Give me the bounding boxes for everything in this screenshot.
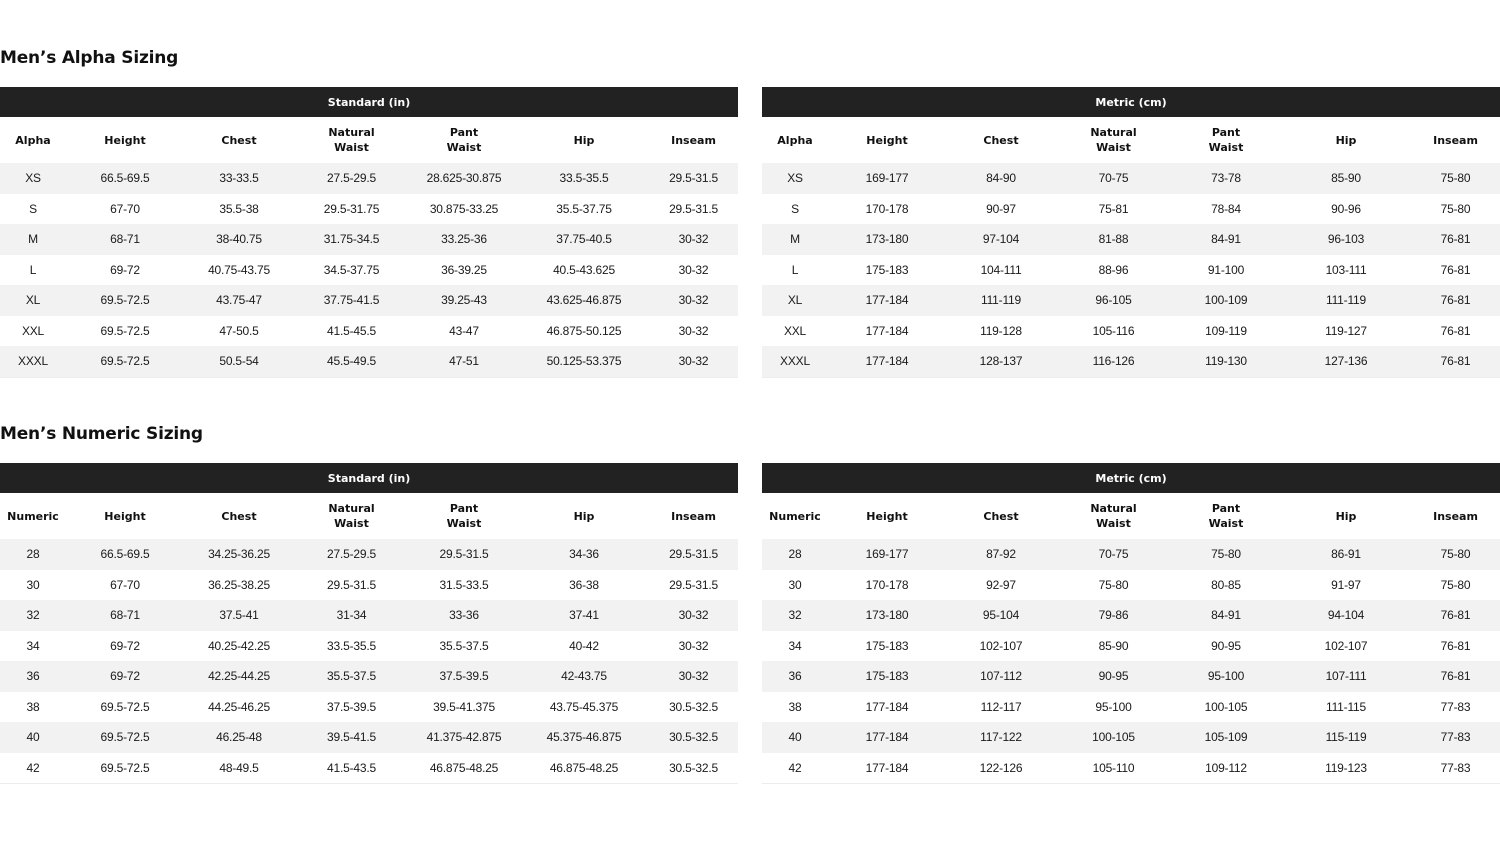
table-row xyxy=(0,539,738,570)
measurement-cell: 48-49.5 xyxy=(184,753,294,784)
measurement-cell: 30.5-32.5 xyxy=(649,692,738,723)
size-label-cell: S xyxy=(762,194,828,225)
measurement-cell: 173-180 xyxy=(828,224,946,255)
measurement-cell: 43.75-47 xyxy=(184,285,294,316)
column-header: Hip xyxy=(519,493,649,539)
measurement-cell: 30-32 xyxy=(649,661,738,692)
measurement-cell: 75-80 xyxy=(1411,570,1500,601)
column-header: Chest xyxy=(946,117,1056,163)
measurement-cell: 69.5-72.5 xyxy=(66,722,184,753)
table-band-header: Standard (in) xyxy=(0,87,738,117)
size-label-cell: XXXL xyxy=(762,346,828,377)
table-row xyxy=(762,692,1500,723)
measurement-cell: 30-32 xyxy=(649,255,738,286)
column-header: Inseam xyxy=(649,493,738,539)
measurement-cell: 175-183 xyxy=(828,631,946,662)
measurement-cell: 85-90 xyxy=(1281,163,1411,194)
measurement-cell: 92-97 xyxy=(946,570,1056,601)
measurement-cell: 102-107 xyxy=(1281,631,1411,662)
measurement-cell: 90-96 xyxy=(1281,194,1411,225)
table-row xyxy=(762,163,1500,194)
measurement-cell: 34-36 xyxy=(519,539,649,570)
alpha-metric-table xyxy=(762,87,1500,378)
column-header: Pant Waist xyxy=(1171,117,1281,163)
measurement-cell: 33.5-35.5 xyxy=(519,163,649,194)
table-row xyxy=(0,570,738,601)
size-label-cell: 32 xyxy=(762,600,828,631)
measurement-cell: 46.875-48.25 xyxy=(519,753,649,784)
column-header: Natural Waist xyxy=(1056,493,1171,539)
column-header: Chest xyxy=(946,493,1056,539)
measurement-cell: 95-100 xyxy=(1056,692,1171,723)
table-row xyxy=(762,539,1500,570)
measurement-cell: 43.75-45.375 xyxy=(519,692,649,723)
measurement-cell: 86-91 xyxy=(1281,539,1411,570)
column-header: Natural Waist xyxy=(294,493,409,539)
size-label-cell: L xyxy=(0,255,66,286)
measurement-cell: 169-177 xyxy=(828,539,946,570)
measurement-cell: 45.375-46.875 xyxy=(519,722,649,753)
size-label-cell: XL xyxy=(762,285,828,316)
column-header: Natural Waist xyxy=(294,117,409,163)
size-label-cell: S xyxy=(0,194,66,225)
measurement-cell: 105-109 xyxy=(1171,722,1281,753)
measurement-cell: 75-80 xyxy=(1171,539,1281,570)
size-label-cell: 30 xyxy=(762,570,828,601)
measurement-cell: 75-80 xyxy=(1411,163,1500,194)
measurement-cell: 95-100 xyxy=(1171,661,1281,692)
table-row xyxy=(762,753,1500,784)
size-label-cell: 40 xyxy=(0,722,66,753)
measurement-cell: 43.625-46.875 xyxy=(519,285,649,316)
measurement-cell: 46.875-48.25 xyxy=(409,753,519,784)
measurement-cell: 175-183 xyxy=(828,255,946,286)
size-label-cell: 34 xyxy=(0,631,66,662)
measurement-cell: 29.5-31.5 xyxy=(409,539,519,570)
measurement-cell: 116-126 xyxy=(1056,346,1171,377)
size-label-cell: 38 xyxy=(762,692,828,723)
table-row xyxy=(762,570,1500,601)
measurement-cell: 111-115 xyxy=(1281,692,1411,723)
size-label-cell: XL xyxy=(0,285,66,316)
measurement-cell: 105-116 xyxy=(1056,316,1171,347)
table-row xyxy=(762,661,1500,692)
measurement-cell: 75-80 xyxy=(1056,570,1171,601)
measurement-cell: 30.5-32.5 xyxy=(649,753,738,784)
measurement-cell: 29.5-31.75 xyxy=(294,194,409,225)
measurement-cell: 76-81 xyxy=(1411,224,1500,255)
size-label-cell: 32 xyxy=(0,600,66,631)
size-label-cell: XXL xyxy=(762,316,828,347)
table-row xyxy=(0,753,738,784)
measurement-cell: 30-32 xyxy=(649,346,738,377)
measurement-cell: 68-71 xyxy=(66,224,184,255)
measurement-cell: 42.25-44.25 xyxy=(184,661,294,692)
table-row xyxy=(0,631,738,662)
column-header: Inseam xyxy=(649,117,738,163)
column-header: Chest xyxy=(184,493,294,539)
measurement-cell: 169-177 xyxy=(828,163,946,194)
measurement-cell: 80-85 xyxy=(1171,570,1281,601)
measurement-cell: 76-81 xyxy=(1411,346,1500,377)
measurement-cell: 107-111 xyxy=(1281,661,1411,692)
measurement-cell: 85-90 xyxy=(1056,631,1171,662)
column-header: Height xyxy=(66,117,184,163)
measurement-cell: 30-32 xyxy=(649,224,738,255)
measurement-cell: 40.75-43.75 xyxy=(184,255,294,286)
measurement-cell: 78-84 xyxy=(1171,194,1281,225)
measurement-cell: 38-40.75 xyxy=(184,224,294,255)
column-header: Height xyxy=(828,117,946,163)
measurement-cell: 50.125-53.375 xyxy=(519,346,649,377)
measurement-cell: 177-184 xyxy=(828,285,946,316)
size-label-cell: XXL xyxy=(0,316,66,347)
size-label-cell: M xyxy=(762,224,828,255)
column-header: Height xyxy=(66,493,184,539)
table-row xyxy=(762,285,1500,316)
measurement-cell: 69.5-72.5 xyxy=(66,346,184,377)
measurement-cell: 43-47 xyxy=(409,316,519,347)
measurement-cell: 69.5-72.5 xyxy=(66,285,184,316)
measurement-cell: 66.5-69.5 xyxy=(66,539,184,570)
size-label-cell: 28 xyxy=(0,539,66,570)
measurement-cell: 111-119 xyxy=(1281,285,1411,316)
size-label-cell: XS xyxy=(762,163,828,194)
measurement-cell: 76-81 xyxy=(1411,661,1500,692)
alpha-standard-table xyxy=(0,87,738,378)
measurement-cell: 96-105 xyxy=(1056,285,1171,316)
measurement-cell: 35.5-37.5 xyxy=(294,661,409,692)
table-row xyxy=(762,255,1500,286)
measurement-cell: 35.5-38 xyxy=(184,194,294,225)
measurement-cell: 107-112 xyxy=(946,661,1056,692)
measurement-cell: 37.5-41 xyxy=(184,600,294,631)
measurement-cell: 109-112 xyxy=(1171,753,1281,784)
measurement-cell: 90-95 xyxy=(1056,661,1171,692)
column-header: Hip xyxy=(519,117,649,163)
measurement-cell: 37.5-39.5 xyxy=(294,692,409,723)
measurement-cell: 77-83 xyxy=(1411,692,1500,723)
table-row xyxy=(0,224,738,255)
measurement-cell: 36.25-38.25 xyxy=(184,570,294,601)
measurement-cell: 37-41 xyxy=(519,600,649,631)
table-row xyxy=(0,600,738,631)
column-header: Natural Waist xyxy=(1056,117,1171,163)
table-row xyxy=(0,692,738,723)
measurement-cell: 35.5-37.75 xyxy=(519,194,649,225)
measurement-cell: 109-119 xyxy=(1171,316,1281,347)
column-header: Hip xyxy=(1281,493,1411,539)
measurement-cell: 122-126 xyxy=(946,753,1056,784)
measurement-cell: 102-107 xyxy=(946,631,1056,662)
column-header: Pant Waist xyxy=(409,493,519,539)
size-label-cell: 34 xyxy=(762,631,828,662)
measurement-cell: 27.5-29.5 xyxy=(294,539,409,570)
measurement-cell: 84-91 xyxy=(1171,224,1281,255)
measurement-cell: 100-105 xyxy=(1056,722,1171,753)
size-label-cell: L xyxy=(762,255,828,286)
measurement-cell: 41.5-43.5 xyxy=(294,753,409,784)
measurement-cell: 100-109 xyxy=(1171,285,1281,316)
table-band-header: Metric (cm) xyxy=(762,87,1500,117)
measurement-cell: 46.25-48 xyxy=(184,722,294,753)
measurement-cell: 44.25-46.25 xyxy=(184,692,294,723)
measurement-cell: 36-39.25 xyxy=(409,255,519,286)
measurement-cell: 29.5-31.5 xyxy=(649,570,738,601)
alpha-sizing-title: Men’s Alpha Sizing xyxy=(0,48,179,68)
measurement-cell: 77-83 xyxy=(1411,753,1500,784)
measurement-cell: 27.5-29.5 xyxy=(294,163,409,194)
table-row xyxy=(762,224,1500,255)
measurement-cell: 40.25-42.25 xyxy=(184,631,294,662)
measurement-cell: 37.5-39.5 xyxy=(409,661,519,692)
measurement-cell: 177-184 xyxy=(828,722,946,753)
measurement-cell: 76-81 xyxy=(1411,255,1500,286)
measurement-cell: 81-88 xyxy=(1056,224,1171,255)
size-label-cell: 28 xyxy=(762,539,828,570)
measurement-cell: 66.5-69.5 xyxy=(66,163,184,194)
measurement-cell: 105-110 xyxy=(1056,753,1171,784)
measurement-cell: 40-42 xyxy=(519,631,649,662)
measurement-cell: 70-75 xyxy=(1056,539,1171,570)
column-header: Pant Waist xyxy=(1171,493,1281,539)
measurement-cell: 75-81 xyxy=(1056,194,1171,225)
measurement-cell: 79-86 xyxy=(1056,600,1171,631)
measurement-cell: 29.5-31.5 xyxy=(649,163,738,194)
measurement-cell: 177-184 xyxy=(828,753,946,784)
size-label-cell: 42 xyxy=(762,753,828,784)
measurement-cell: 69-72 xyxy=(66,661,184,692)
measurement-cell: 76-81 xyxy=(1411,285,1500,316)
table-row xyxy=(762,600,1500,631)
measurement-cell: 117-122 xyxy=(946,722,1056,753)
measurement-cell: 88-96 xyxy=(1056,255,1171,286)
measurement-cell: 46.875-50.125 xyxy=(519,316,649,347)
measurement-cell: 177-184 xyxy=(828,346,946,377)
size-label-cell: 30 xyxy=(0,570,66,601)
numeric-sizing-title: Men’s Numeric Sizing xyxy=(0,424,203,444)
measurement-cell: 84-90 xyxy=(946,163,1056,194)
measurement-cell: 67-70 xyxy=(66,194,184,225)
size-label-cell: 36 xyxy=(0,661,66,692)
table-row xyxy=(0,722,738,753)
table-row xyxy=(762,194,1500,225)
measurement-cell: 87-92 xyxy=(946,539,1056,570)
measurement-cell: 97-104 xyxy=(946,224,1056,255)
measurement-cell: 95-104 xyxy=(946,600,1056,631)
measurement-cell: 119-128 xyxy=(946,316,1056,347)
measurement-cell: 77-83 xyxy=(1411,722,1500,753)
table-row xyxy=(762,631,1500,662)
measurement-cell: 30.875-33.25 xyxy=(409,194,519,225)
measurement-cell: 170-178 xyxy=(828,194,946,225)
table-row xyxy=(762,316,1500,347)
column-header: Inseam xyxy=(1411,493,1500,539)
column-header: Inseam xyxy=(1411,117,1500,163)
measurement-cell: 47-51 xyxy=(409,346,519,377)
table-row xyxy=(0,346,738,377)
measurement-cell: 29.5-31.5 xyxy=(649,539,738,570)
table-row xyxy=(0,285,738,316)
size-label-cell: 42 xyxy=(0,753,66,784)
table-row xyxy=(0,163,738,194)
measurement-cell: 34.5-37.75 xyxy=(294,255,409,286)
measurement-cell: 69-72 xyxy=(66,255,184,286)
measurement-cell: 76-81 xyxy=(1411,600,1500,631)
measurement-cell: 41.5-45.5 xyxy=(294,316,409,347)
measurement-cell: 29.5-31.5 xyxy=(294,570,409,601)
size-label-cell: 36 xyxy=(762,661,828,692)
measurement-cell: 39.25-43 xyxy=(409,285,519,316)
measurement-cell: 29.5-31.5 xyxy=(649,194,738,225)
measurement-cell: 33.5-35.5 xyxy=(294,631,409,662)
measurement-cell: 33-36 xyxy=(409,600,519,631)
measurement-cell: 50.5-54 xyxy=(184,346,294,377)
measurement-cell: 69.5-72.5 xyxy=(66,753,184,784)
column-header: Alpha xyxy=(762,117,828,163)
measurement-cell: 84-91 xyxy=(1171,600,1281,631)
measurement-cell: 70-75 xyxy=(1056,163,1171,194)
column-header: Alpha xyxy=(0,117,66,163)
size-label-cell: XXXL xyxy=(0,346,66,377)
measurement-cell: 30-32 xyxy=(649,285,738,316)
measurement-cell: 90-95 xyxy=(1171,631,1281,662)
measurement-cell: 31.5-33.5 xyxy=(409,570,519,601)
measurement-cell: 39.5-41.5 xyxy=(294,722,409,753)
measurement-cell: 67-70 xyxy=(66,570,184,601)
column-header: Chest xyxy=(184,117,294,163)
measurement-cell: 37.75-41.5 xyxy=(294,285,409,316)
measurement-cell: 69-72 xyxy=(66,631,184,662)
measurement-cell: 112-117 xyxy=(946,692,1056,723)
measurement-cell: 31.75-34.5 xyxy=(294,224,409,255)
numeric-standard-table xyxy=(0,463,738,784)
measurement-cell: 30-32 xyxy=(649,316,738,347)
measurement-cell: 37.75-40.5 xyxy=(519,224,649,255)
column-header: Numeric xyxy=(762,493,828,539)
measurement-cell: 119-123 xyxy=(1281,753,1411,784)
measurement-cell: 76-81 xyxy=(1411,631,1500,662)
measurement-cell: 39.5-41.375 xyxy=(409,692,519,723)
measurement-cell: 100-105 xyxy=(1171,692,1281,723)
measurement-cell: 91-100 xyxy=(1171,255,1281,286)
measurement-cell: 34.25-36.25 xyxy=(184,539,294,570)
table-row xyxy=(762,346,1500,377)
table-row xyxy=(0,194,738,225)
column-header: Hip xyxy=(1281,117,1411,163)
table-row xyxy=(0,316,738,347)
measurement-cell: 90-97 xyxy=(946,194,1056,225)
table-band-header: Standard (in) xyxy=(0,463,738,493)
measurement-cell: 119-127 xyxy=(1281,316,1411,347)
measurement-cell: 40.5-43.625 xyxy=(519,255,649,286)
measurement-cell: 177-184 xyxy=(828,692,946,723)
measurement-cell: 73-78 xyxy=(1171,163,1281,194)
measurement-cell: 35.5-37.5 xyxy=(409,631,519,662)
measurement-cell: 69.5-72.5 xyxy=(66,316,184,347)
measurement-cell: 75-80 xyxy=(1411,539,1500,570)
measurement-cell: 115-119 xyxy=(1281,722,1411,753)
measurement-cell: 177-184 xyxy=(828,316,946,347)
measurement-cell: 128-137 xyxy=(946,346,1056,377)
measurement-cell: 42-43.75 xyxy=(519,661,649,692)
measurement-cell: 45.5-49.5 xyxy=(294,346,409,377)
measurement-cell: 96-103 xyxy=(1281,224,1411,255)
column-header: Numeric xyxy=(0,493,66,539)
measurement-cell: 170-178 xyxy=(828,570,946,601)
measurement-cell: 76-81 xyxy=(1411,316,1500,347)
measurement-cell: 103-111 xyxy=(1281,255,1411,286)
measurement-cell: 69.5-72.5 xyxy=(66,692,184,723)
numeric-metric-table xyxy=(762,463,1500,784)
measurement-cell: 33.25-36 xyxy=(409,224,519,255)
column-header: Pant Waist xyxy=(409,117,519,163)
measurement-cell: 31-34 xyxy=(294,600,409,631)
size-label-cell: M xyxy=(0,224,66,255)
size-label-cell: 40 xyxy=(762,722,828,753)
measurement-cell: 30.5-32.5 xyxy=(649,722,738,753)
measurement-cell: 91-97 xyxy=(1281,570,1411,601)
measurement-cell: 68-71 xyxy=(66,600,184,631)
table-row xyxy=(762,722,1500,753)
measurement-cell: 173-180 xyxy=(828,600,946,631)
measurement-cell: 119-130 xyxy=(1171,346,1281,377)
table-band-header: Metric (cm) xyxy=(762,463,1500,493)
column-header: Height xyxy=(828,493,946,539)
measurement-cell: 47-50.5 xyxy=(184,316,294,347)
measurement-cell: 28.625-30.875 xyxy=(409,163,519,194)
measurement-cell: 33-33.5 xyxy=(184,163,294,194)
table-row xyxy=(0,661,738,692)
size-label-cell: XS xyxy=(0,163,66,194)
table-row xyxy=(0,255,738,286)
measurement-cell: 175-183 xyxy=(828,661,946,692)
measurement-cell: 94-104 xyxy=(1281,600,1411,631)
measurement-cell: 127-136 xyxy=(1281,346,1411,377)
size-label-cell: 38 xyxy=(0,692,66,723)
measurement-cell: 41.375-42.875 xyxy=(409,722,519,753)
measurement-cell: 75-80 xyxy=(1411,194,1500,225)
measurement-cell: 111-119 xyxy=(946,285,1056,316)
measurement-cell: 36-38 xyxy=(519,570,649,601)
measurement-cell: 30-32 xyxy=(649,631,738,662)
measurement-cell: 104-111 xyxy=(946,255,1056,286)
measurement-cell: 30-32 xyxy=(649,600,738,631)
